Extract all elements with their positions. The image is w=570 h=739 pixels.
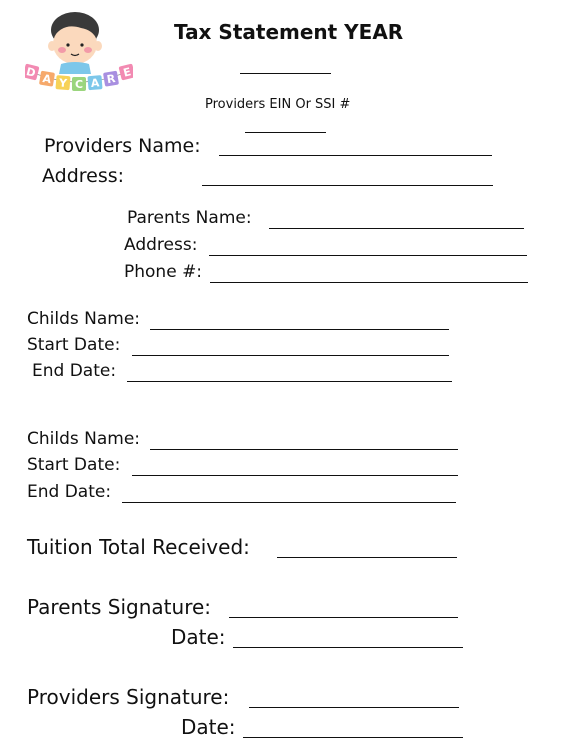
logo-eye-left (66, 43, 69, 46)
parents-signature-line[interactable] (229, 617, 458, 618)
logo-flag-2 (39, 71, 55, 87)
logo-flag-7 (119, 64, 133, 81)
child1-end-line[interactable] (127, 381, 452, 382)
child1-end-label: End Date: (32, 361, 117, 381)
logo-flag-letter: R (105, 72, 117, 87)
logo-ear-left (48, 41, 56, 51)
providers-date-label: Date: (181, 715, 236, 739)
child2-end-line[interactable] (122, 502, 456, 503)
child2-name-label: Childs Name: (27, 429, 141, 449)
logo-flag-letter: E (121, 65, 133, 80)
logo-shirt (59, 62, 91, 74)
parents-signature-label: Parents Signature: (27, 595, 212, 619)
logo-flag-1 (25, 64, 39, 81)
daycare-logo (25, 8, 133, 100)
logo-flag-letter: C (74, 78, 84, 91)
logo-ear-right (94, 41, 102, 51)
providers-signature-label: Providers Signature: (27, 685, 230, 709)
child2-end-label: End Date: (27, 482, 112, 502)
providers-name-label: Providers Name: (44, 135, 201, 157)
parents-address-line[interactable] (209, 255, 527, 256)
child2-start-line[interactable] (132, 475, 458, 476)
parents-address-label: Address: (124, 235, 198, 255)
child2-start-label: Start Date: (27, 455, 121, 475)
logo-cheek-left (58, 47, 66, 53)
parents-date-line[interactable] (233, 647, 463, 648)
child1-start-line[interactable] (132, 355, 449, 356)
parents-date-label: Date: (171, 625, 226, 649)
logo-flag-4 (72, 77, 86, 91)
providers-name-line[interactable] (219, 155, 492, 156)
tuition-total-line[interactable] (277, 557, 457, 558)
parents-name-line[interactable] (269, 228, 524, 229)
logo-flag-letter: Y (58, 76, 68, 90)
provider-address-label: Address: (42, 165, 125, 187)
year-line[interactable] (240, 73, 331, 74)
logo-eye-right (80, 43, 83, 46)
child2-name-line[interactable] (150, 449, 458, 450)
logo-flag-letter: A (41, 72, 53, 87)
logo-flag-3 (55, 75, 70, 90)
ein-label: Providers EIN Or SSI # (205, 97, 351, 112)
logo-flag-6 (103, 71, 119, 87)
parents-name-label: Parents Name: (127, 208, 252, 228)
provider-address-line[interactable] (202, 185, 493, 186)
tuition-total-label: Tuition Total Received: (27, 535, 250, 559)
logo-flag-letter: D (25, 65, 37, 80)
parents-phone-label: Phone #: (124, 262, 203, 282)
logo-flag-5 (87, 75, 102, 90)
child1-name-line[interactable] (150, 329, 449, 330)
ein-line[interactable] (245, 132, 326, 133)
logo-flag-letter: A (90, 76, 100, 90)
logo-cheek-right (84, 47, 92, 53)
child1-name-label: Childs Name: (27, 309, 141, 329)
page-title: Tax Statement YEAR (174, 20, 404, 44)
parents-phone-line[interactable] (210, 282, 528, 283)
providers-signature-line[interactable] (249, 707, 459, 708)
child1-start-label: Start Date: (27, 335, 121, 355)
